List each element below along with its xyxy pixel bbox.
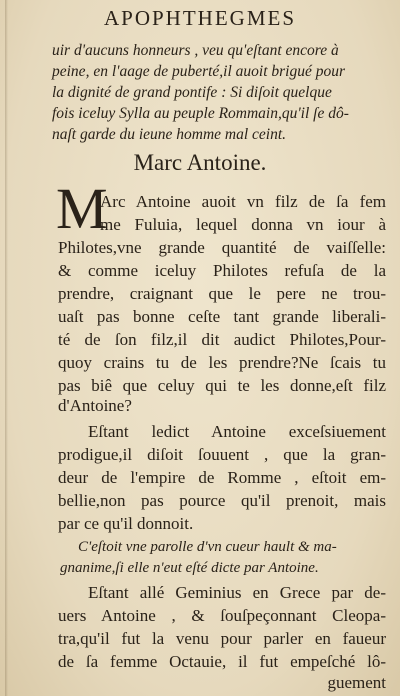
body-line: me Fuluia, lequel donna vn iour à [100,215,386,234]
page-edge-shadow [5,0,8,696]
body-line: té de ſon filz,il dit audict Philotes,Pour- [58,330,386,349]
drop-cap: M [56,176,108,241]
italic-remark-line: gnanime,ſi elle n'eut eſté dicte par Antoine. [60,560,319,576]
body-line: Arc Antoine auoit vn filz de ſa fem [100,192,386,211]
body-line: par ce qu'il donnoit. [58,514,194,533]
body-line: de ſa femme Octauie, il fut empeſché lô- [58,652,386,671]
body-line: uers Antoine , & ſouſpeçonnant Cleopa- [58,606,386,625]
body-line: pas biê que celuy qui te les donne,eſt filz [58,376,386,395]
body-line: quoy crains tu de les prendre?Ne ſcais tu [58,353,386,372]
section-title: Marc Antoine. [133,150,267,175]
body-line: deur de l'empire de Romme , eſtoit em- [58,468,386,487]
intro-line: peine, en l'aage de puberté,il auoit brigué pour [52,63,346,80]
running-head: APOPHTHEGMES [103,6,297,30]
intro-line: uir d'aucuns honneurs , veu qu'eſtant encore à [52,42,339,59]
catchword: guement [327,673,386,692]
body-line: prodigue,il diſoit ſouuent , que la gran- [58,445,386,464]
intro-line: fois iceluy Sylla au peuple Rommain,qu'il ſe dô- [52,105,349,122]
italic-remark-line: C'eſtoit vne parolle d'vn cueur hault & ma- [78,539,337,555]
body-line: Eſtant ledict Antoine exceſsiuement [88,422,386,441]
body-line: prendre, craignant que le pere ne trou- [58,284,386,303]
body-line: & comme iceluy Philotes refuſa de la [58,261,386,280]
body-line: Philotes,vne grande quantité de vaiſſelle: [58,238,386,257]
body-line: Eſtant allé Geminius en Grece par de- [88,583,386,602]
body-line: tra,qu'il fut la venu pour parler en faueur [58,629,386,648]
body-line: bellie,non pas pource qu'il prenoit, mais [58,491,386,510]
body-line: uaſt pas bonne ceſte tant grande liberali- [58,307,386,326]
intro-line: naſt garde du ieune homme mal ceint. [52,126,287,143]
intro-line: la dignité de grand pontife : Si diſoit quelque [52,84,332,101]
body-line: d'Antoine? [58,396,132,415]
